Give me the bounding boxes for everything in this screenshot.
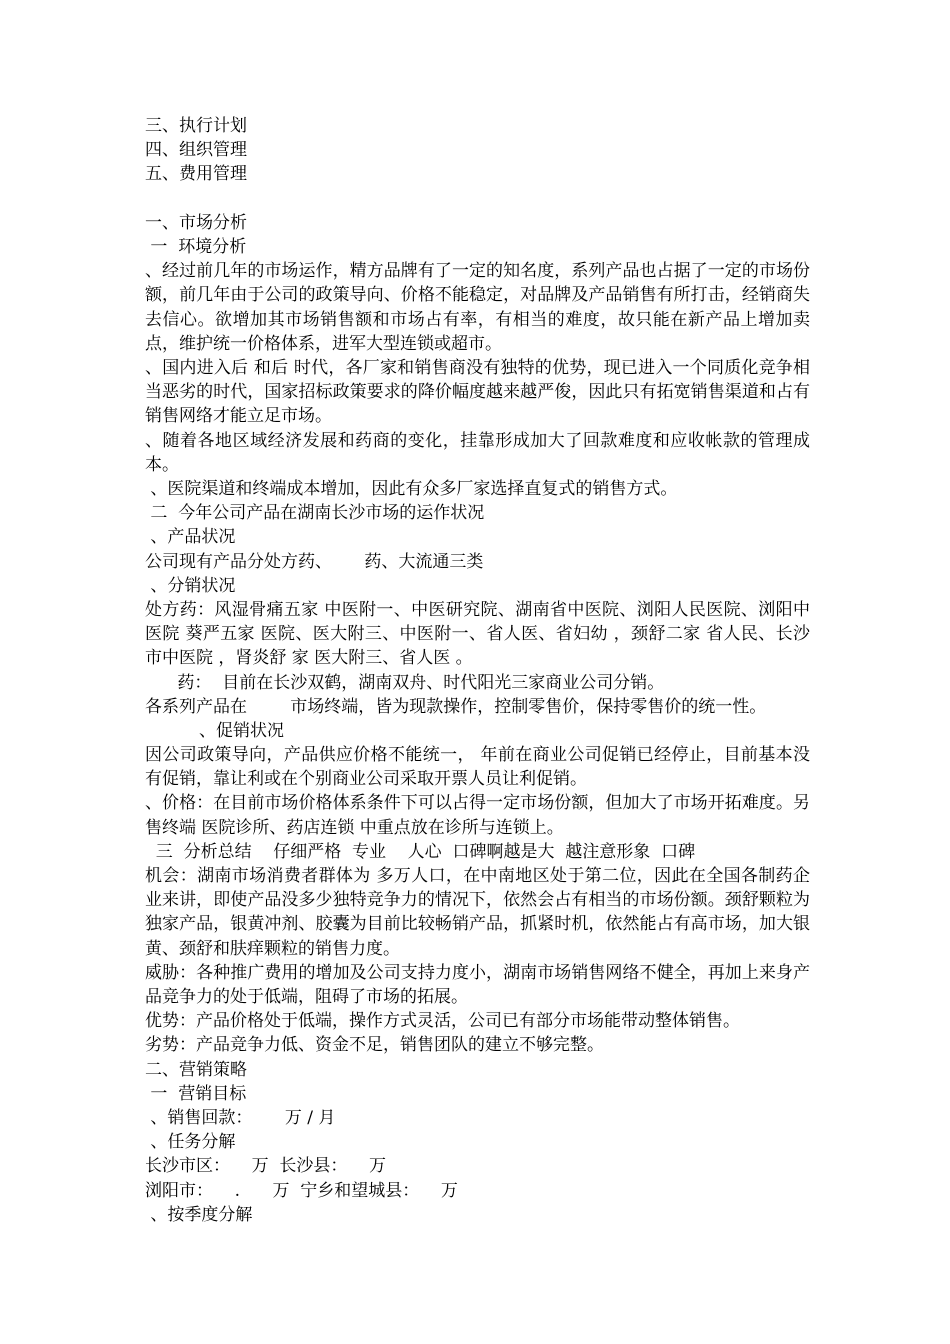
- paragraph-weakness: 劣势：产品竞争力低、资金不足，销售团队的建立不够完整。: [145, 1035, 604, 1056]
- heading-marketing-strategy: 二、营销策略: [145, 1059, 247, 1080]
- subheading-environment-analysis: 一 环境分析: [145, 236, 247, 257]
- paragraph-strength: 优势：产品价格处于低端，操作方式灵活，公司已有部分市场能带动整体销售。: [145, 1011, 740, 1032]
- paragraph-env-2: 、国内进入后 和后 时代，各厂家和销售商没有独特的优势，现已进入一个同质化竞争相当恶劣的时代，国家招标政策要求的降价幅度越来越严俊，因此只有拓宽销售渠道和占有销售网络才能立足市场。: [145, 357, 810, 427]
- paragraph-env-3: 、随着各地区域经济发展和药商的变化，挂靠形成加大了回款难度和应收帐款的管理成本。: [145, 430, 810, 475]
- paragraph-prescription-drugs: 处方药：风湿骨痛五家 中医附一、中医研究院、湖南省中医院、浏阳人民医院、浏阳中医院 葵严五家 医院、医大附三、中医附一、省人医、省妇幼 ，颈舒二家 省人民、长沙市中医院 ，肾炎舒 家 医大附三、省人医 。: [145, 599, 810, 669]
- blank-line: [145, 187, 810, 211]
- toc-item-cost-management: 五、费用管理: [145, 164, 247, 185]
- heading-market-analysis: 一、市场分析: [145, 212, 247, 233]
- task-liuyang: 浏阳市： . 万 宁乡和望城县： 万: [145, 1180, 458, 1201]
- label-product-status: 、产品状况: [145, 527, 236, 548]
- label-task-breakdown: 、任务分解: [145, 1132, 236, 1153]
- label-promotion-status: 、促销状况: [145, 720, 285, 741]
- paragraph-promotion-status: 因公司政策导向，产品供应价格不能统一， 年前在商业公司促销已经停止，目前基本没有促销，靠让利或在个别商业公司采取开票人员让利促销。: [145, 745, 810, 790]
- toc-item-organization-management: 四、组织管理: [145, 140, 247, 161]
- subheading-marketing-goal: 一 营销目标: [145, 1083, 247, 1104]
- document-page: [145, 114, 810, 1227]
- paragraph-env-1: 、经过前几年的市场运作，精方品牌有了一定的知名度，系列产品也占据了一定的市场份额，前几年由于公司的政策导向、价格不能稳定，对品牌及产品销售有所打击，经销商失去信心。欲增加其市场销售额和市场占有率，有相当的难度，故只能在新产品上增加卖点，维护统一价格体系，进军大型连锁或超市。: [145, 261, 810, 354]
- subheading-analysis-summary: 三 分析总结 仔细严格 专业 人心 口碑啊越是大 越注意形象 口碑: [145, 841, 696, 862]
- paragraph-opportunity: 机会：湖南市场消费者群体为 多万人口，在中南地区处于第二位，因此在全国各制药企业来讲，即使产品没多少独特竞争力的情况下，依然会占有相当的市场份额。颈舒颗粒为独家产品，银黄冲剂、胶囊为目前比较畅销产品，抓紧时机，依然能占有高市场，加大银黄、颈舒和肤痒颗粒的销售力度。: [145, 866, 810, 959]
- toc-item-execution-plan: 三、执行计划: [145, 116, 247, 136]
- paragraph-env-4: 、医院渠道和终端成本增加，因此有众多厂家选择直复式的销售方式。: [145, 478, 678, 499]
- label-distribution-status: 、分销状况: [145, 575, 236, 596]
- paragraph-otc-drugs: 药： 目前在长沙双鹤，湖南双舟、时代阳光三家商业公司分销。: [145, 672, 665, 693]
- label-quarterly-breakdown: 、按季度分解: [145, 1204, 253, 1225]
- label-sales-collection: 、销售回款： 万 / 月: [145, 1108, 336, 1129]
- paragraph-terminal-operation: 各系列产品在 市场终端，皆为现款操作，控制零售价，保持零售价的统一性。: [145, 696, 767, 717]
- paragraph-price: 、价格：在目前市场价格体系条件下可以占得一定市场份额，但加大了市场开拓难度。另售终端 医院诊所、药店连锁 中重点放在诊所与连锁上。: [145, 793, 810, 838]
- paragraph-threat: 威胁：各种推广费用的增加及公司支持力度小，湖南市场销售网络不健全，再加上来身产品竞争力的处于低端，阻碍了市场的拓展。: [145, 962, 810, 1008]
- task-changsha: 长沙市区： 万 长沙县： 万: [145, 1156, 387, 1177]
- subheading-company-operation: 二 今年公司产品在湖南长沙市场的运作状况: [145, 503, 485, 524]
- paragraph-product-status: 公司现有产品分处方药、 药、大流通三类: [145, 551, 484, 572]
